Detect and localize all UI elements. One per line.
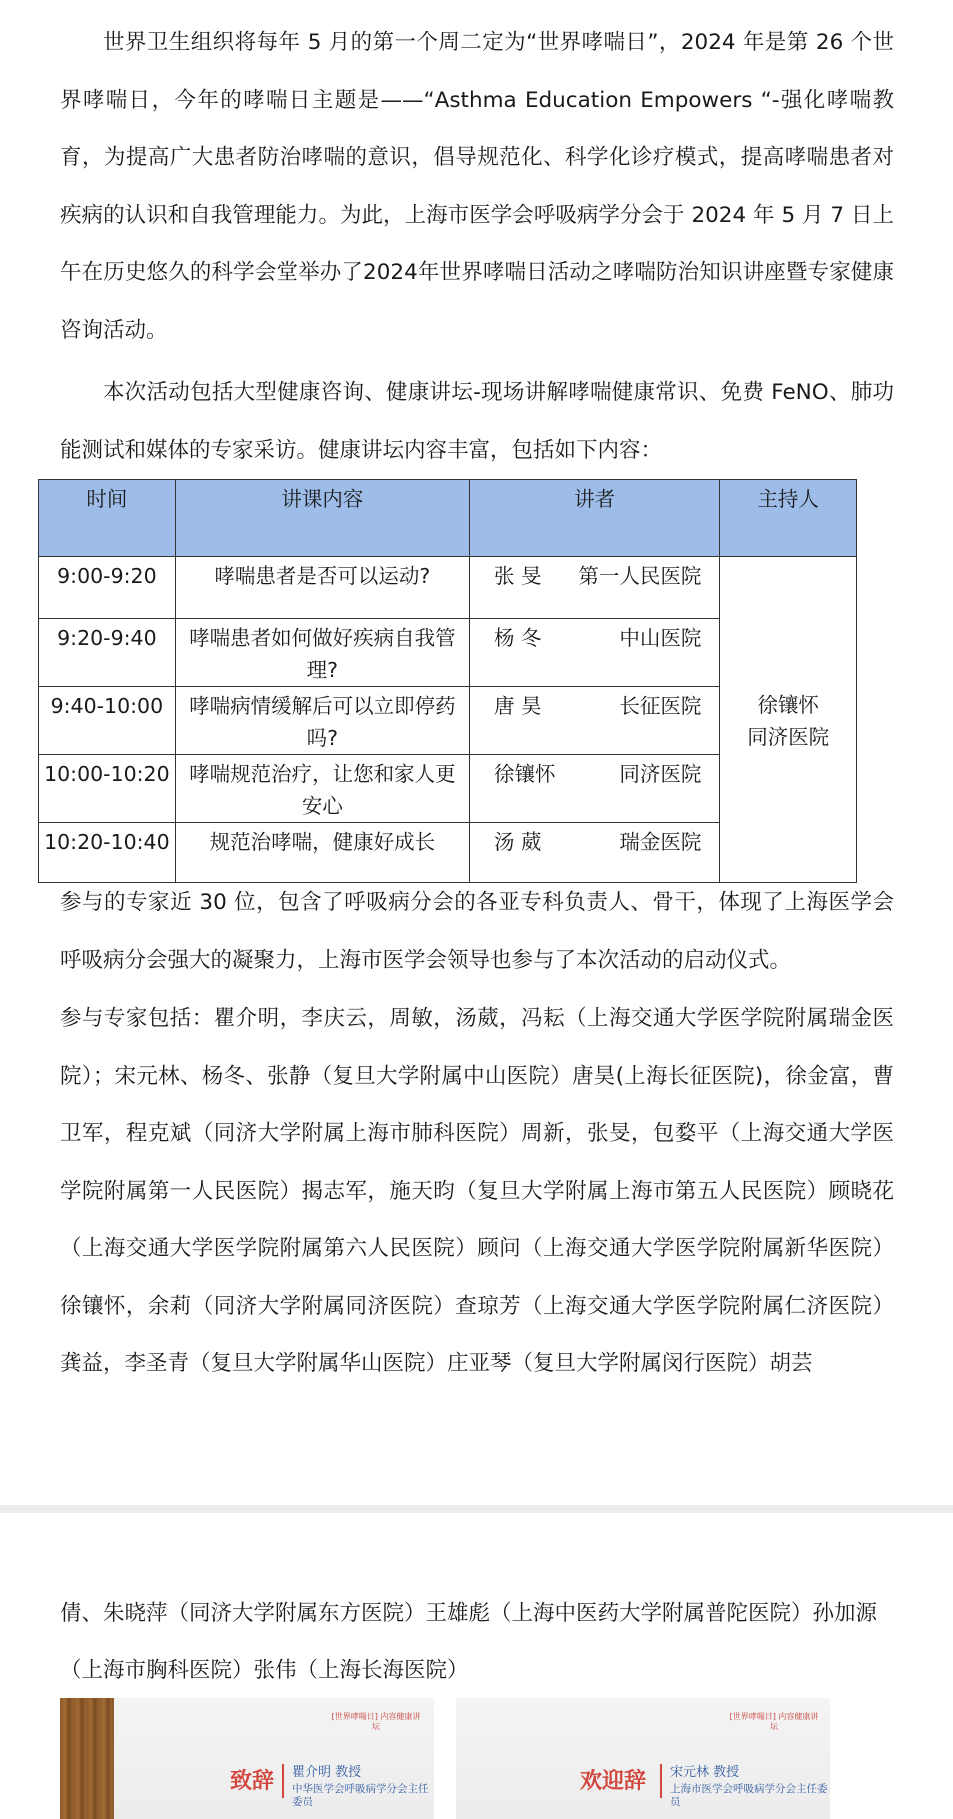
topic-cell: 哮喘病情缓解后可以立即停药吗?	[175, 687, 469, 755]
table-row	[39, 557, 857, 619]
slide-speaker-name: 宋元林 教授	[670, 1765, 740, 1780]
time-cell: 10:20-10:40	[39, 823, 176, 883]
speaker-name: 张 旻	[493, 564, 542, 588]
event-photo-opening-speech	[60, 1698, 434, 1819]
topic-cell: 哮喘患者如何做好疾病自我管理?	[175, 619, 469, 687]
slide-speaker-role: 上海市医学会呼吸病学分会主任委员	[670, 1783, 828, 1808]
speaker-cell	[469, 557, 719, 619]
speaker-hospital: 同济医院	[619, 762, 702, 786]
slide-title: 致辞	[230, 1769, 275, 1794]
table-header-row	[39, 480, 857, 557]
slide-title: 欢迎辞	[580, 1769, 647, 1794]
topic-cell: 规范治哮喘，健康好成长	[175, 823, 469, 883]
wood-panel-decor	[60, 1698, 114, 1819]
host-cell	[720, 557, 857, 883]
speaker-cell	[469, 619, 719, 687]
topic-cell: 哮喘患者是否可以运动?	[175, 557, 469, 619]
experts-list-continued-line-2: （上海市胸科医院）张伟（上海长海医院）	[60, 1658, 469, 1683]
slide-top-text: [世界哮喘日] 内容健康讲坛	[729, 1712, 819, 1731]
speaker-hospital: 第一人民医院	[578, 564, 702, 588]
slide-divider	[282, 1764, 284, 1798]
page-break	[0, 1505, 953, 1513]
time-cell: 10:00-10:20	[39, 755, 176, 823]
speaker-name: 徐镶怀	[493, 762, 556, 786]
slide-speaker-role: 中华医学会呼吸病学分会主任委员	[292, 1783, 429, 1808]
header-speaker: 讲者	[469, 480, 719, 557]
event-photo-welcome-speech	[456, 1698, 830, 1819]
time-cell: 9:00-9:20	[39, 557, 176, 619]
host-hospital: 同济医院	[747, 725, 830, 749]
speaker-name: 杨 冬	[493, 626, 542, 650]
speaker-hospital: 中山医院	[619, 626, 702, 650]
header-time: 时间	[39, 480, 176, 557]
time-cell: 9:20-9:40	[39, 619, 176, 687]
host-name: 徐镶怀	[757, 693, 819, 717]
header-host: 主持人	[720, 480, 857, 557]
speaker-name: 汤 葳	[493, 830, 542, 854]
header-topic: 讲课内容	[175, 480, 469, 557]
speaker-name: 唐 昊	[493, 694, 542, 718]
slide-speaker-name: 瞿介明 教授	[292, 1765, 362, 1780]
speaker-cell	[469, 687, 719, 755]
experts-list-continued-line-1: 倩、朱晓萍（同济大学附属东方医院）王雄彪（上海中医药大学附属普陀医院）孙加源	[60, 1601, 878, 1626]
experts-summary-paragraph: 参与的专家近 30 位，包含了呼吸病分会的各亚专科负责人、骨干，体现了上海医学会呼吸病分会强大的凝聚力，上海市医学会领导也参与了本次活动的启动仪式。	[60, 890, 894, 973]
speaker-hospital: 瑞金医院	[619, 830, 702, 854]
intro-paragraph: 世界卫生组织将每年 5 月的第一个周二定为“世界哮喘日”，2024 年是第 26 个世界哮喘日，今年的哮喘日主题是——“Asthma Education Empowers “-强化哮喘教育，为提高广大患者防治哮喘的意识，倡导规范化、科学化诊疗模式，提高哮喘患者对疾病的认识和自我管理能力。为此，上海市医学会呼吸病学分会于 2024 年 5 月 7 日上午在历史悠久的科学会堂举办了2024年世界哮喘日活动之哮喘防治知识讲座暨专家健康咨询活动。	[60, 30, 894, 343]
topic-cell: 哮喘规范治疗，让您和家人更安心	[175, 755, 469, 823]
experts-list-paragraph: 参与专家包括：瞿介明，李庆云，周敏，汤葳，冯耘（上海交通大学医学院附属瑞金医院）；宋元林、杨冬、张静（复旦大学附属中山医院）唐昊(上海长征医院)，徐金富，曹卫军，程克斌（同济大学附属上海市肺科医院）周新，张旻，包婺平（上海交通大学医学院附属第一人民医院）揭志军，施天昀（复旦大学附属上海市第五人民医院）顾晓花（上海交通大学医学院附属第六人民医院）顾问（上海交通大学医学院附属新华医院）徐镶怀，余莉（同济大学附属同济医院）查琼芳（上海交通大学医学院附属仁济医院）龚益，李圣青（复旦大学附属华山医院）庄亚琴（复旦大学附属闵行医院）胡芸	[60, 1006, 894, 1376]
lecture-schedule-table	[38, 479, 857, 883]
speaker-cell	[469, 755, 719, 823]
event-photos	[60, 1698, 833, 1819]
activity-paragraph: 本次活动包括大型健康咨询、健康讲坛-现场讲解哮喘健康常识、免费 FeNO、肺功能测试和媒体的专家采访。健康讲坛内容丰富，包括如下内容：	[60, 380, 894, 463]
speaker-hospital: 长征医院	[619, 694, 702, 718]
slide-top-text: [世界哮喘日] 内容健康讲坛	[331, 1712, 421, 1731]
time-cell: 9:40-10:00	[39, 687, 176, 755]
slide-divider	[660, 1764, 662, 1798]
